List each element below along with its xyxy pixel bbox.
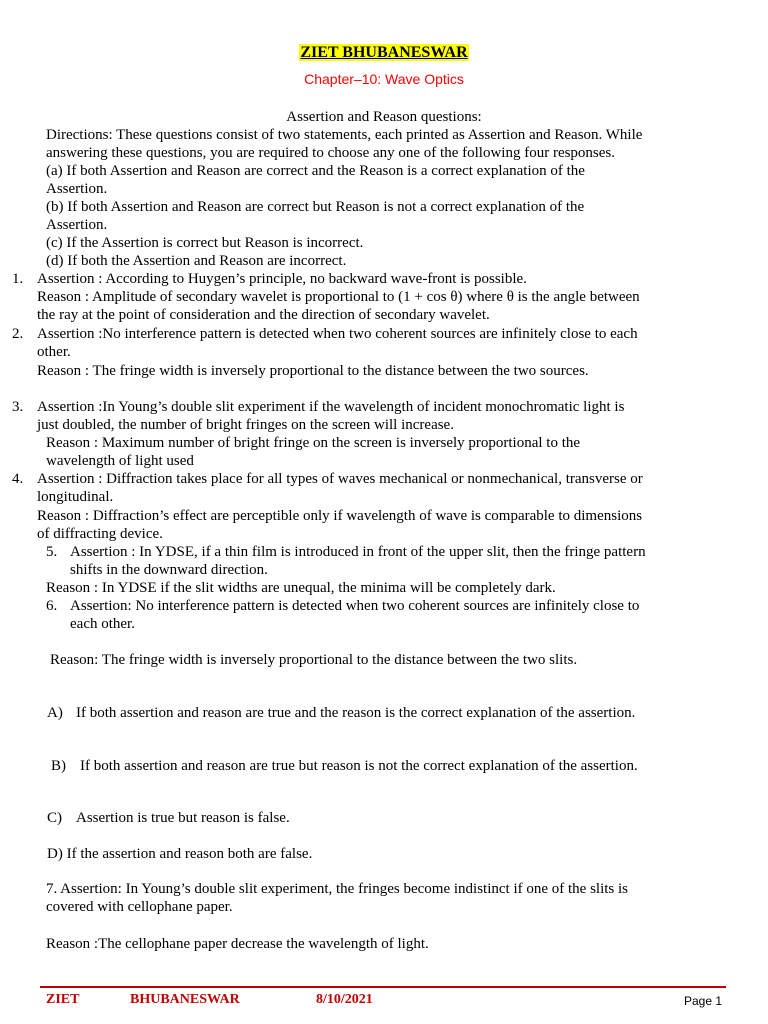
reason-text: Reason : Amplitude of secondary wavelet is proportional to (1 + cos θ) where θ is the angle between [37,289,640,305]
question-number: 1. [12,271,24,287]
reason-text: Reason : Diffraction’s effect are perceptible only if wavelength of wave is comparable to dimensions [37,508,643,524]
assertion-text: Assertion : Diffraction takes place for all types of waves mechanical or nonmechanical, transverse or [37,471,643,487]
reason-text-cont: wavelength of light used [46,453,194,469]
assertion-text: Assertion :In Young’s double slit experiment if the wavelength of incident monochromatic light is [37,399,625,415]
reason-text: Reason: The fringe width is inversely proportional to the distance between the two slits. [50,652,578,668]
assertion-text-cont: each other. [70,616,135,632]
section-heading: Assertion and Reason questions: [286,109,482,125]
direction-option-b-cont: Assertion. [46,217,108,233]
reason-text: Reason : Maximum number of bright fringe on the screen is inversely proportional to the [46,435,581,451]
question-number: 4. [12,471,24,487]
direction-option-a: (a) If both Assertion and Reason are correct and the Reason is a correct explanation of the [46,163,585,179]
reason-text-cont: the ray at the point of consideration and the direction of secondary wavelet. [37,307,490,323]
footer-divider [40,986,726,988]
option-a-text: If both assertion and reason are true and the reason is the correct explanation of the assertion. [76,705,636,721]
directions-line: answering these questions, you are required to choose any one of the following four responses. [46,145,616,161]
direction-option-b: (b) If both Assertion and Reason are correct but Reason is not a correct explanation of the [46,199,585,215]
reason-text: Reason :The cellophane paper decrease the wavelength of light. [46,936,429,952]
page-number: Page 1 [684,994,723,1008]
document-title [0,44,768,62]
question-number: 6. [46,598,58,614]
assertion-text-cont: other. [37,344,71,360]
option-d-text: D) If the assertion and reason both are false. [47,846,313,862]
directions-line: Directions: These questions consist of two statements, each printed as Assertion and Reason. While [46,127,643,143]
direction-option-a-cont: Assertion. [46,181,108,197]
option-b-text: If both assertion and reason are true but reason is not the correct explanation of the assertion. [80,758,638,774]
footer-city: BHUBANESWAR [130,992,240,1007]
assertion-text-cont: shifts in the downward direction. [70,562,268,578]
direction-option-d: (d) If both the Assertion and Reason are incorrect. [46,253,347,269]
option-c-text: Assertion is true but reason is false. [76,810,290,826]
footer-date: 8/10/2021 [316,992,373,1007]
option-c-label: C) [47,810,62,826]
question-number: 2. [12,326,24,342]
assertion-text: Assertion : According to Huygen’s principle, no backward wave-front is possible. [37,271,527,287]
reason-text: Reason : In YDSE if the slit widths are unequal, the minima will be completely dark. [46,580,556,596]
assertion-text: Assertion :No interference pattern is detected when two coherent sources are infinitely close to each [37,326,638,342]
option-a-label: A) [47,705,63,721]
question-number: 5. [46,544,58,560]
assertion-text-cont: longitudinal. [37,489,114,505]
assertion-text: Assertion : In YDSE, if a thin film is introduced in front of the upper slit, then the fringe pattern [70,544,646,560]
assertion-text: 7. Assertion: In Young’s double slit experiment, the fringes become indistinct if one of the slits is [46,881,629,897]
footer-org: ZIET [46,992,80,1007]
title-highlight: ZIET BHUBANESWAR [300,44,468,61]
direction-option-c: (c) If the Assertion is correct but Reason is incorrect. [46,235,364,251]
chapter-heading: Chapter–10: Wave Optics [304,71,464,87]
reason-text-cont: of diffracting device. [37,526,163,542]
assertion-text: Assertion: No interference pattern is detected when two coherent sources are infinitely close to [70,598,640,614]
question-number: 3. [12,399,24,415]
assertion-text-cont: just doubled, the number of bright fringes on the screen will increase. [37,417,454,433]
option-b-label: B) [51,758,66,774]
assertion-text-cont: covered with cellophane paper. [46,899,233,915]
reason-text: Reason : The fringe width is inversely proportional to the distance between the two sources. [37,363,589,379]
